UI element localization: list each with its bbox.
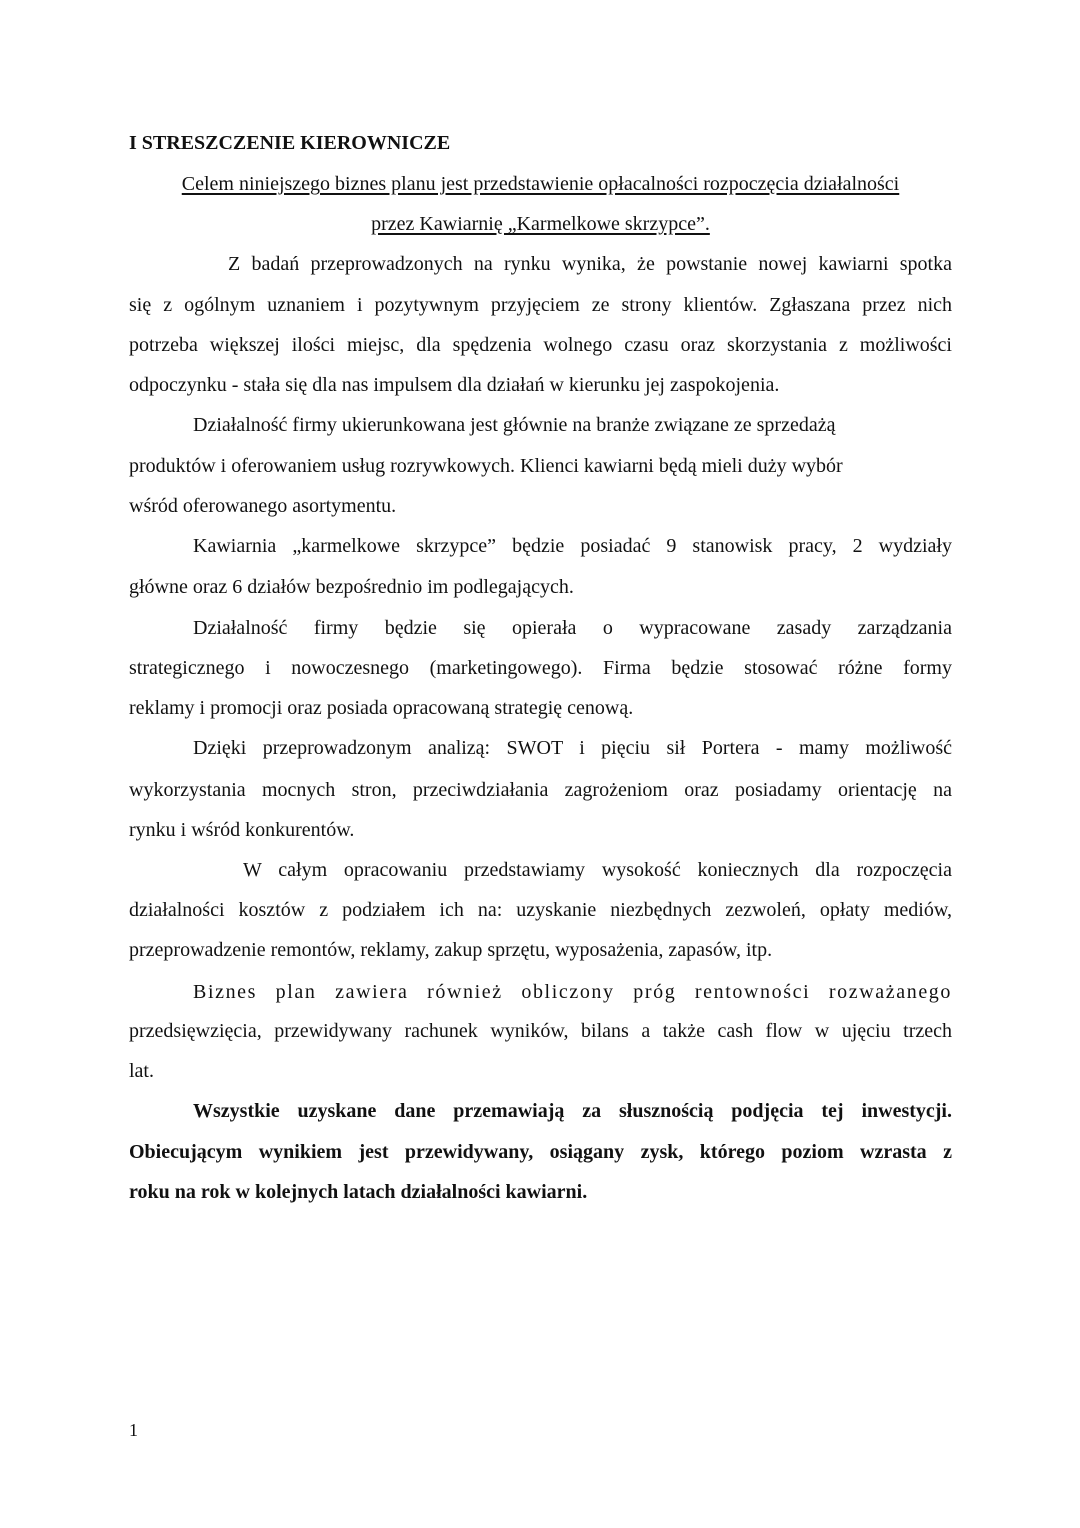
text-line: Z badań przeprowadzonych na rynku wynika, że powstanie nowej kawiarni spotka: [228, 253, 952, 275]
text-line: Wszystkie uzyskane dane przemawiają za słusznością podjęcia tej inwestycji.: [193, 1100, 952, 1122]
text-line: Biznes plan zawiera również obliczony próg rentowności rozważanego: [193, 981, 952, 1003]
text-line: Dzięki przeprowadzonym analizą: SWOT i pięciu sił Portera - mamy możliwość: [193, 737, 952, 759]
text-line: W całym opracowaniu przedstawiamy wysokość koniecznych dla rozpoczęcia: [243, 859, 952, 881]
text-line: Działalność firmy ukierunkowana jest głównie na branże związane ze sprzedażą: [193, 414, 836, 436]
text-line: odpoczynku - stała się dla nas impulsem dla działań w kierunku jej zaspokojenia.: [129, 374, 780, 396]
text-line: strategicznego i nowoczesnego (marketingowego). Firma będzie stosować różne formy: [129, 657, 952, 679]
text-line: przedsięwzięcia, przewidywany rachunek wyników, bilans a także cash flow w ujęciu trzech: [129, 1020, 952, 1042]
text-line: wykorzystania mocnych stron, przeciwdziałania zagrożeniom oraz posiadamy orientację na: [129, 779, 952, 801]
text-line: działalności kosztów z podziałem ich na: uzyskanie niezbędnych zezwoleń, opłaty mediów,: [129, 899, 952, 921]
text-line: przeprowadzenie remontów, reklamy, zakup sprzętu, wyposażenia, zapasów, itp.: [129, 939, 773, 961]
text-line: potrzeba większej ilości miejsc, dla spędzenia wolnego czasu oraz skorzystania z możliwości: [129, 334, 952, 356]
text-line: Działalność firmy będzie się opierała o wypracowane zasady zarządzania: [193, 617, 952, 639]
section-heading: I STRESZCZENIE KIEROWNICZE: [129, 132, 451, 154]
text-line: się z ogólnym uznaniem i pozytywnym przyjęciem ze strony klientów. Zgłaszana przez nich: [129, 294, 952, 316]
text-line: główne oraz 6 działów bezpośrednio im podlegających.: [129, 576, 574, 598]
intro-line: Celem niniejszego biznes planu jest przedstawienie opłacalności rozpoczęcia działalności: [181, 173, 900, 195]
text-line: roku na rok w kolejnych latach działalności kawiarni.: [129, 1181, 588, 1203]
intro-line: przez Kawiarnię „Karmelkowe skrzypce”.: [371, 213, 710, 235]
page-number: 1: [129, 1420, 138, 1440]
text-line: rynku i wśród konkurentów.: [129, 819, 355, 841]
text-line: lat.: [129, 1060, 154, 1082]
text-line: wśród oferowanego asortymentu.: [129, 495, 397, 517]
text-line: produktów i oferowaniem usług rozrywkowych. Klienci kawiarni będą mieli duży wybór: [129, 455, 843, 477]
text-line: reklamy i promocji oraz posiada opracowaną strategię cenową.: [129, 697, 634, 719]
text-line: Kawiarnia „karmelkowe skrzypce” będzie posiadać 9 stanowisk pracy, 2 wydziały: [193, 535, 952, 557]
text-line: Obiecującym wynikiem jest przewidywany, osiągany zysk, którego poziom wzrasta z: [129, 1141, 952, 1163]
